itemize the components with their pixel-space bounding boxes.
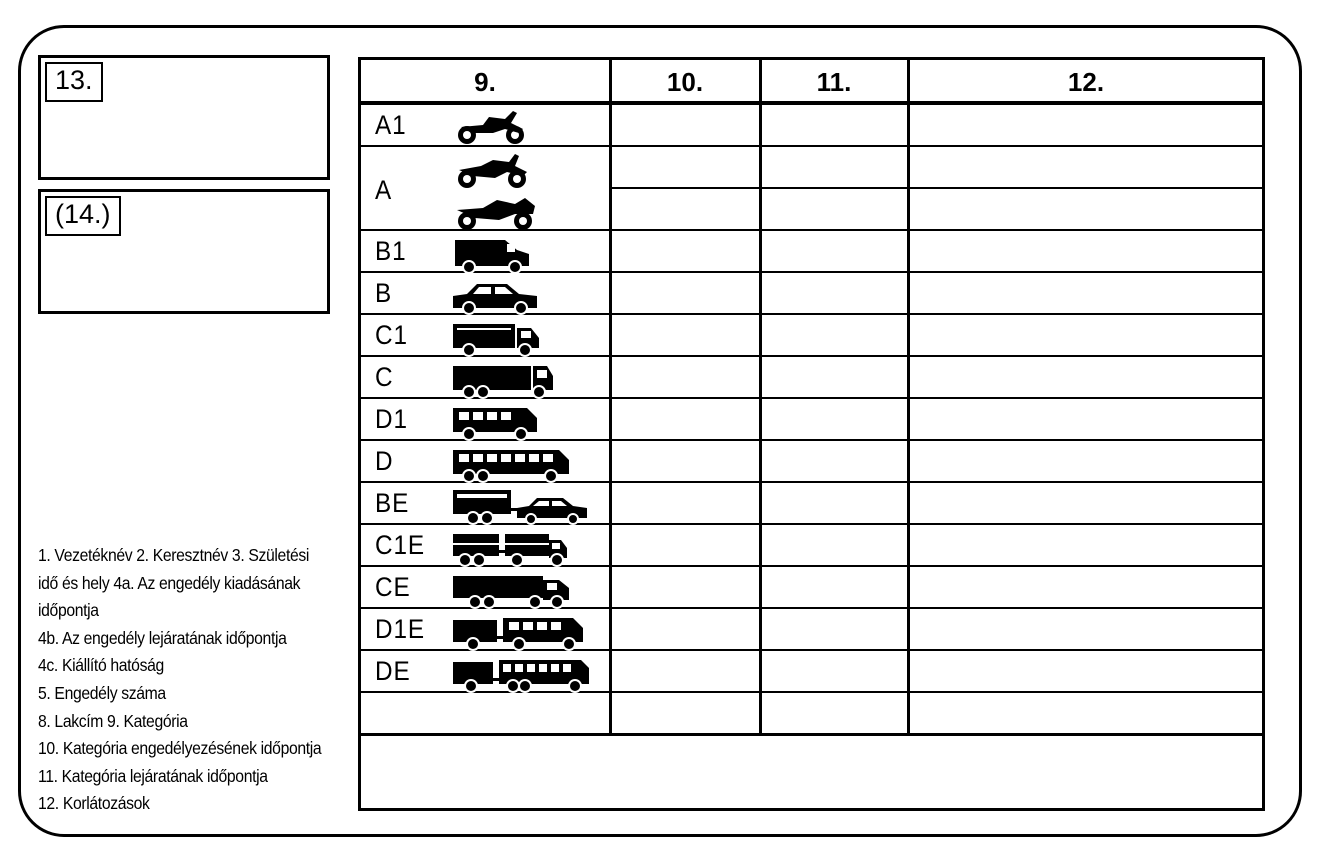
header-9: 9. [474,67,496,97]
moped-icon [453,107,533,145]
legend-line: 12. Korlátozások [38,793,150,814]
category-CE: CE [375,572,411,602]
category-B1: B1 [375,236,407,266]
category-A1: A1 [375,110,407,140]
field-14-box [38,189,330,314]
bus-icon [451,446,573,484]
legend-line: 1. Vezetéknév 2. Keresztnév 3. Születési [38,545,310,565]
truck-icon [451,362,555,400]
field-13-box [38,55,330,180]
category-C1: C1 [375,320,408,350]
category-D1E: D1E [375,614,425,644]
legend-line: 4b. Az engedély lejáratának időpontja [38,627,287,648]
light-truck-icon [451,320,543,358]
sport-motorcycle-icon [453,194,543,232]
header-12: 12. [1067,67,1105,97]
category-D1: D1 [375,404,408,434]
category-A: A [375,175,393,205]
bus-trailer-icon [451,656,593,694]
legend-line: 4c. Kiállító hatóság [38,655,164,676]
light-truck-trailer-icon [451,530,571,568]
legend-line: 11. Kategória lejáratának időpontja [38,765,268,786]
category-BE: BE [375,488,410,518]
row-divider [361,733,1262,736]
legend [38,542,326,818]
minibus-icon [451,404,541,442]
row-divider [361,145,1262,147]
header-divider [361,101,1262,105]
car-trailer-icon [451,488,591,526]
legend-line: időpontja [38,600,99,621]
legend-line: idő és hely 4a. Az engedély kiadásának [38,572,301,593]
category-C1E: C1E [375,530,425,560]
minibus-trailer-icon [451,614,587,652]
motorcycle-icon [453,152,535,190]
field-13-label: 13. [45,62,103,102]
car-icon [449,278,541,316]
row-divider [609,187,1262,189]
header-10: 10. [666,67,704,97]
truck-trailer-icon [451,572,575,610]
header-11: 11. [816,67,852,97]
category-B: B [375,278,393,308]
category-D: D [375,446,394,476]
field-14-label: (14.) [45,196,121,236]
category-C: C [375,362,394,392]
van-icon [453,236,533,274]
legend-line: 10. Kategória engedélyezésének időpontja [38,738,322,759]
category-table [358,57,1265,811]
legend-line: 5. Engedély száma [38,682,166,703]
category-DE: DE [375,656,411,686]
legend-line: 8. Lakcím 9. Kategória [38,710,188,731]
